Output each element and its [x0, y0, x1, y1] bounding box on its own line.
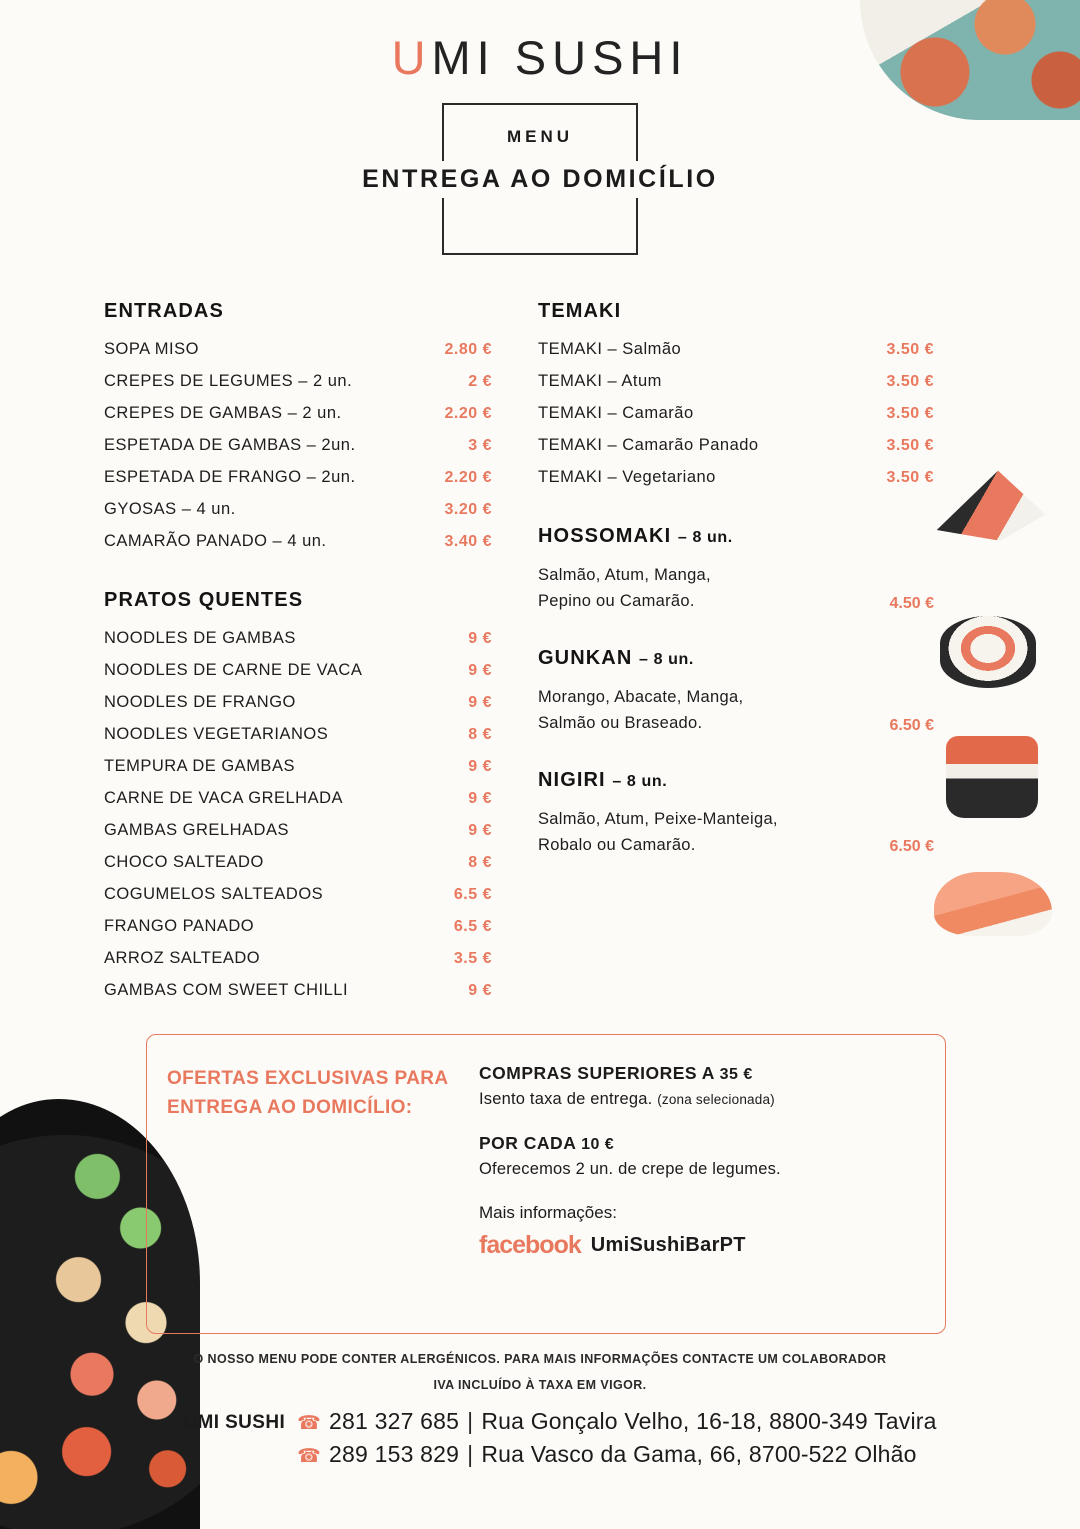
section-description-block	[538, 802, 934, 859]
menu-item	[538, 333, 934, 365]
item-name: ESPETADA DE FRANGO – 2un.	[104, 467, 356, 486]
item-price: 3.40 €	[444, 532, 492, 550]
menu-item	[104, 974, 492, 1006]
brand-title	[0, 30, 1080, 85]
hossomaki-photo	[940, 616, 1036, 688]
offer-2-title	[479, 1133, 925, 1154]
item-name: COGUMELOS SALTEADOS	[104, 884, 324, 903]
more-info-label: Mais informações:	[479, 1203, 617, 1222]
menu-item	[104, 782, 492, 814]
item-name: TEMAKI – Camarão	[538, 403, 694, 422]
offer-1-note: (zona selecionada)	[657, 1092, 775, 1107]
menu-item	[104, 365, 492, 397]
item-name: NOODLES VEGETARIANOS	[104, 724, 329, 743]
description-line: Salmão, Atum, Peixe-Manteiga,	[538, 809, 778, 828]
section-pratos-quentes	[104, 589, 492, 1006]
item-price: 9 €	[468, 981, 492, 999]
item-price: 9 €	[468, 693, 492, 711]
item-price: 2.80 €	[444, 340, 492, 358]
offer-1-title	[479, 1063, 925, 1084]
footer-brand: UMI SUSHI	[183, 1412, 286, 1433]
menu-item	[538, 397, 934, 429]
menu-item	[104, 942, 492, 974]
item-price: 3 €	[468, 436, 492, 454]
menu-item	[104, 333, 492, 365]
item-name: GAMBAS GRELHADAS	[104, 820, 289, 839]
section-nigiri	[538, 769, 934, 859]
offers-headline-block	[147, 1035, 465, 1333]
item-price: 8 €	[468, 725, 492, 743]
item-price: 2 €	[468, 372, 492, 390]
menu-column-left	[104, 300, 492, 1006]
menu-item	[538, 461, 934, 493]
menu-header	[0, 0, 1080, 255]
section-title: PRATOS QUENTES	[104, 589, 304, 611]
item-price: 9 €	[468, 629, 492, 647]
item-name: TEMPURA DE GAMBAS	[104, 756, 295, 775]
section-title-text: NIGIRI	[538, 768, 606, 791]
gunkan-photo	[946, 736, 1038, 818]
menu-item	[104, 493, 492, 525]
menu-item	[104, 718, 492, 750]
menu-item	[104, 397, 492, 429]
menu-item	[104, 622, 492, 654]
section-title-text: GUNKAN	[538, 646, 633, 669]
facebook-handle: UmiSushiBarPT	[590, 1234, 746, 1256]
section-title-text: HOSSOMAKI	[538, 525, 672, 547]
menu-item	[104, 814, 492, 846]
item-price: 3.5 €	[453, 949, 492, 967]
item-name: ESPETADA DE GAMBAS – 2un.	[104, 435, 356, 454]
offers-headline-line2: ENTREGA AO DOMICÍLIO:	[167, 1096, 413, 1118]
phone-icon: ☎	[297, 1413, 322, 1434]
section-title: TEMAKI	[538, 300, 622, 322]
section-entradas	[104, 300, 492, 557]
contact-row	[297, 1441, 936, 1468]
item-name: SOPA MISO	[104, 339, 199, 358]
section-title	[538, 647, 934, 670]
menu-item	[104, 461, 492, 493]
item-name: NOODLES DE CARNE DE VACA	[104, 660, 363, 679]
phone-number-1[interactable]: 281 327 685	[329, 1408, 460, 1434]
menu-item	[104, 846, 492, 878]
item-price: 6.5 €	[453, 885, 492, 903]
address-2: Rua Vasco da Gama, 66, 8700-522 Olhão	[481, 1441, 917, 1467]
menu-columns	[104, 300, 934, 1006]
offer-2-text: Oferecemos 2 un. de crepe de legumes.	[479, 1160, 781, 1178]
item-price: 3.50 €	[886, 340, 934, 358]
item-price: 9 €	[468, 757, 492, 775]
offer-1-amount: 35 €	[719, 1066, 753, 1083]
menu-item	[104, 750, 492, 782]
item-name: TEMAKI – Atum	[538, 371, 662, 390]
description-line: Salmão, Atum, Manga,	[538, 566, 711, 584]
offers-details	[465, 1035, 945, 1333]
item-name: CHOCO SALTEADO	[104, 852, 264, 871]
offer-1-text	[479, 1090, 925, 1109]
description-line: Salmão ou Braseado.	[538, 714, 703, 733]
item-name: CREPES DE LEGUMES – 2 un.	[104, 371, 353, 390]
brand-initial: U	[391, 31, 432, 84]
section-hossomaki	[538, 525, 934, 615]
item-name: GAMBAS COM SWEET CHILLI	[104, 980, 349, 999]
brand-first-rest: MI	[431, 31, 515, 84]
item-price: 3.50 €	[886, 372, 934, 390]
item-price: 2.20 €	[444, 468, 492, 486]
offer-2-label: POR CADA	[479, 1133, 576, 1153]
menu-column-right	[538, 300, 934, 1006]
item-name: FRANGO PANADO	[104, 916, 255, 935]
offer-1-description: Isento taxa de entrega.	[479, 1090, 653, 1108]
offers-panel	[146, 1034, 946, 1334]
offer-1-label: COMPRAS SUPERIORES A	[479, 1063, 715, 1083]
section-gunkan	[538, 647, 934, 737]
section-price: 6.50 €	[889, 716, 934, 734]
brand-second-word: SUSHI	[514, 31, 689, 84]
offers-headline-line1: OFERTAS EXCLUSIVAS PARA	[167, 1068, 449, 1089]
item-name: TEMAKI – Vegetariano	[538, 467, 716, 486]
item-price: 8 €	[468, 853, 492, 871]
menu-title-box	[362, 103, 718, 255]
section-description	[538, 680, 743, 737]
menu-item	[104, 910, 492, 942]
description-line: Robalo ou Camarão.	[538, 835, 696, 854]
footer	[0, 1352, 1080, 1474]
item-name: TEMAKI – Camarão Panado	[538, 435, 759, 454]
description-line: Pepino ou Camarão.	[538, 592, 695, 611]
menu-item	[538, 365, 934, 397]
section-description	[538, 558, 711, 615]
item-price: 3.50 €	[886, 436, 934, 454]
item-price: 3.50 €	[886, 468, 934, 486]
item-price: 9 €	[468, 789, 492, 807]
item-price: 9 €	[468, 661, 492, 679]
item-price: 3.20 €	[444, 500, 492, 518]
menu-label: MENU	[493, 127, 587, 147]
phone-icon: ☎	[297, 1446, 322, 1467]
temaki-photo	[932, 466, 1050, 544]
item-name: CAMARÃO PANADO – 4 un.	[104, 531, 327, 550]
section-title-suffix: – 8 un.	[612, 772, 668, 790]
item-name: ARROZ SALTEADO	[104, 948, 261, 967]
description-line: Morango, Abacate, Manga,	[538, 687, 744, 706]
menu-item	[104, 686, 492, 718]
offer-2-amount: 10 €	[581, 1136, 615, 1153]
item-name: GYOSAS – 4 un.	[104, 499, 236, 518]
tax-note: IVA INCLUÍDO À TAXA EM VIGOR.	[433, 1378, 647, 1392]
phone-number-2[interactable]: 289 153 829	[329, 1441, 460, 1467]
item-price: 2.20 €	[444, 404, 492, 422]
section-description-block	[538, 558, 934, 615]
contact-separator: |	[467, 1408, 474, 1434]
menu-item	[104, 654, 492, 686]
section-price: 6.50 €	[889, 838, 934, 856]
item-name: CARNE DE VACA GRELHADA	[104, 788, 344, 807]
menu-item	[104, 525, 492, 557]
menu-item	[104, 429, 492, 461]
section-description	[538, 802, 778, 859]
item-price: 9 €	[468, 821, 492, 839]
contact-lines	[297, 1408, 936, 1474]
item-price: 3.50 €	[886, 404, 934, 422]
allergen-disclaimer: O NOSSO MENU PODE CONTER ALERGÉNICOS. PARA MAIS INFORMAÇÕES CONTACTE UM COLABORADOR	[193, 1352, 887, 1366]
menu-item	[104, 878, 492, 910]
menu-item	[538, 429, 934, 461]
contact-row	[297, 1408, 936, 1435]
facebook-link[interactable]	[479, 1231, 925, 1260]
item-price: 6.5 €	[453, 917, 492, 935]
section-title	[538, 769, 934, 792]
nigiri-photo	[934, 872, 1052, 936]
item-name: NOODLES DE FRANGO	[104, 692, 296, 711]
item-name: TEMAKI – Salmão	[538, 339, 682, 358]
section-price: 4.50 €	[889, 594, 934, 612]
page-title: ENTREGA AO DOMICÍLIO	[344, 161, 736, 198]
section-description-block	[538, 680, 934, 737]
address-1: Rua Gonçalo Velho, 16-18, 8800-349 Tavira	[481, 1408, 937, 1434]
contact-separator: |	[467, 1441, 474, 1467]
item-name: NOODLES DE GAMBAS	[104, 628, 296, 647]
section-temaki	[538, 300, 934, 493]
section-title-suffix: – 8 un.	[677, 529, 733, 546]
facebook-logo-icon: facebook	[479, 1231, 581, 1259]
section-title	[538, 525, 934, 548]
section-title: ENTRADAS	[104, 300, 224, 322]
item-name: CREPES DE GAMBAS – 2 un.	[104, 403, 342, 422]
section-title-suffix: – 8 un.	[639, 650, 694, 668]
contact-block	[0, 1408, 1080, 1474]
